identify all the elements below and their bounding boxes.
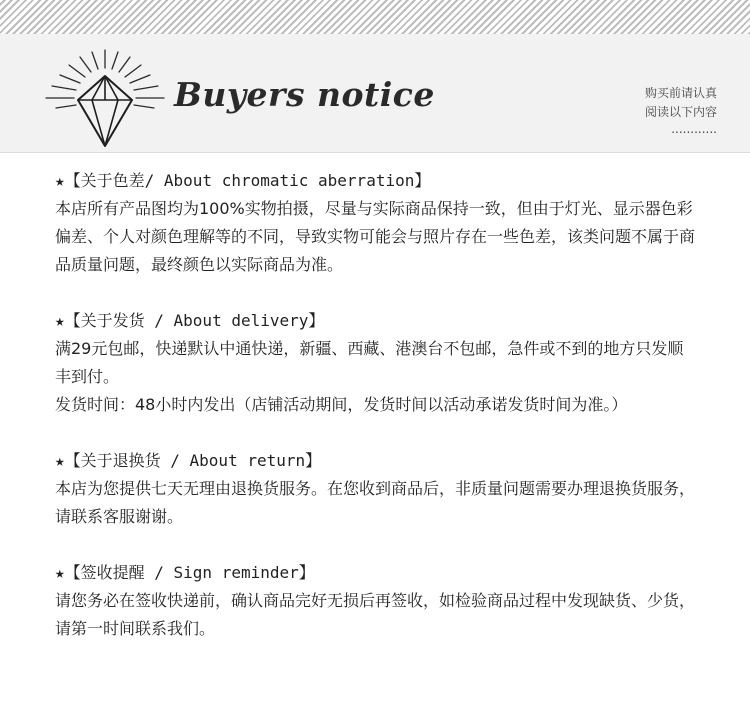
- section-paragraph: 请您务必在签收快递前，确认商品完好无损后再签收，如检验商品过程中发现缺货、少货，请第一时间联系我们。: [55, 591, 696, 638]
- section-body: [55, 335, 695, 419]
- buyers-notice-header: [0, 34, 750, 153]
- diagonal-stripe-band: [0, 0, 750, 34]
- section-body: [55, 195, 695, 279]
- header-note-line: 阅读以下内容: [644, 105, 717, 119]
- section-heading: ★【关于色差/ About chromatic aberration】: [55, 171, 431, 190]
- section-return: [55, 447, 695, 531]
- notice-content: [55, 167, 695, 671]
- section-heading: ★【关于发货 / About delivery】: [55, 311, 325, 330]
- header-note: [645, 84, 717, 136]
- section-body: [55, 475, 695, 531]
- section-paragraph: 发货时间：48小时内发出（店铺活动期间，发货时间以活动承诺发货时间为准。）: [55, 395, 628, 414]
- header-note-dots: ............: [671, 122, 717, 136]
- section-paragraph: 本店所有产品图均为100%实物拍摄，尽量与实际商品保持一致，但由于灯光、显示器色彩偏差、个人对颜色理解等的不同，导致实物可能会与照片存在一些色差，该类问题不属于商品质量问题，最终颜色以实际商品为准。: [55, 199, 696, 274]
- section-heading: ★【关于退换货 / About return】: [55, 451, 322, 470]
- header-title: Buyers notice: [174, 75, 435, 114]
- section-heading: ★【签收提醒 / Sign reminder】: [55, 563, 315, 582]
- header-note-line: 购买前请认真: [644, 86, 717, 100]
- section-paragraph: 满29元包邮，快递默认中通快递，新疆、西藏、港澳台不包邮，急件或不到的地方只发顺丰到付。: [55, 339, 684, 386]
- section-chromatic-aberration: [55, 167, 695, 279]
- section-body: [55, 587, 695, 643]
- section-sign-reminder: [55, 559, 695, 643]
- section-delivery: [55, 307, 695, 419]
- diamond-sunburst-icon: [42, 46, 168, 150]
- section-paragraph: 本店为您提供七天无理由退换货服务。在您收到商品后，非质量问题需要办理退换货服务，请联系客服谢谢。: [55, 479, 696, 526]
